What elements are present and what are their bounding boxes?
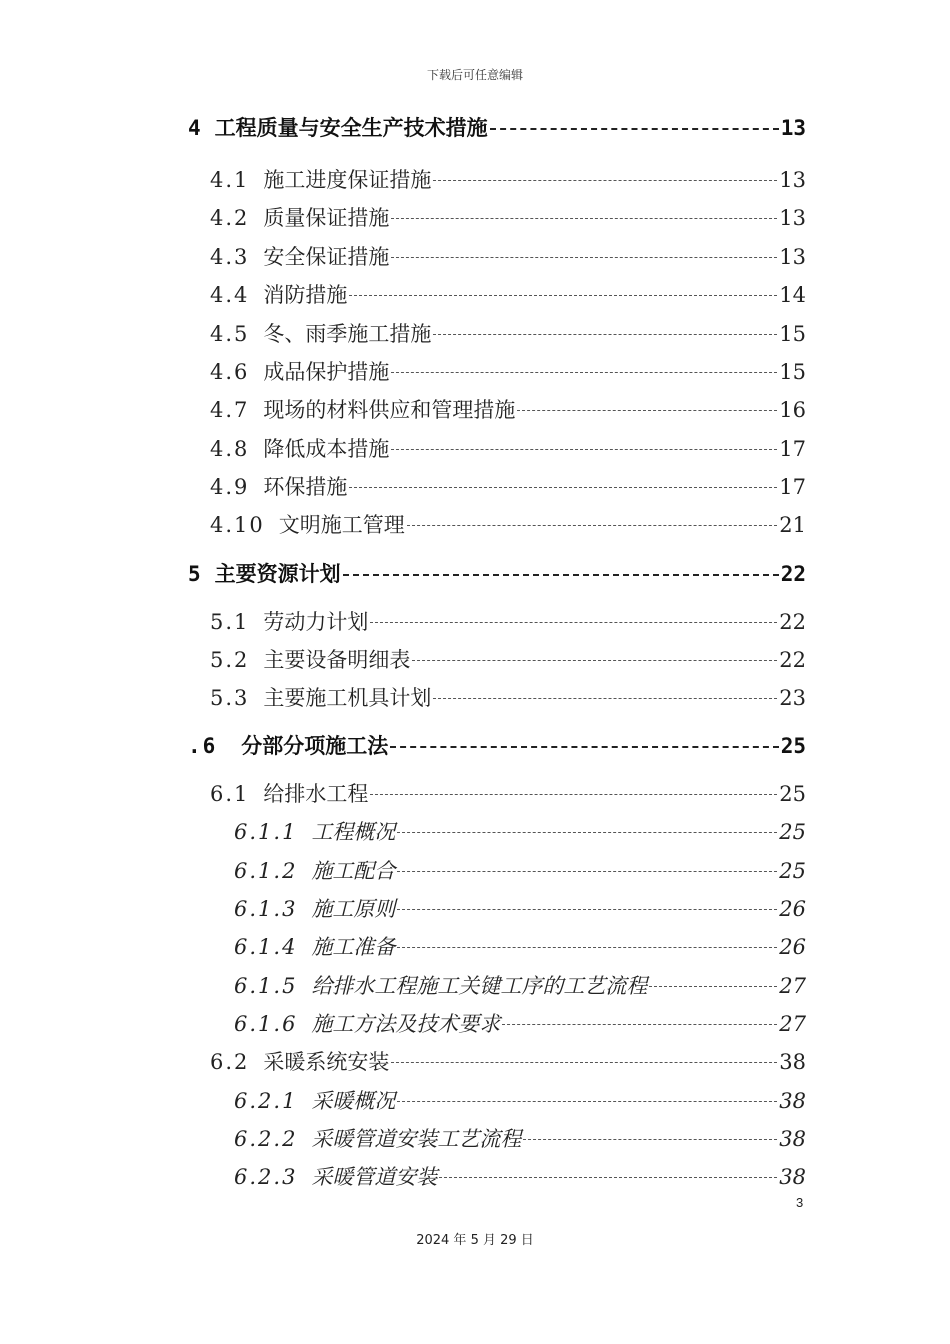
toc-entry-number: 6.1.4 <box>234 935 298 959</box>
toc-entry-title: 施工原则 <box>311 897 396 921</box>
toc-entry-number: 6.2 <box>210 1050 250 1074</box>
toc-entry-page: 13 <box>779 206 806 230</box>
toc-entry-page: 38 <box>779 1050 806 1074</box>
toc-entry[interactable] <box>210 778 806 810</box>
toc-entry-page: 15 <box>779 322 806 346</box>
toc-dot-leader <box>343 564 779 585</box>
toc-dot-leader <box>397 1091 777 1112</box>
toc-entry-page: 13 <box>779 245 806 269</box>
toc-entry[interactable] <box>210 509 806 541</box>
toc-entry-number: 4.10 <box>210 513 265 537</box>
toc-entry-title: 给排水工程 <box>263 782 369 806</box>
toc-entry-number: 4.8 <box>210 437 250 461</box>
toc-entry-title: 施工进度保证措施 <box>263 168 432 192</box>
toc-entry[interactable] <box>234 1085 806 1117</box>
toc-entry[interactable] <box>234 1161 806 1193</box>
toc-entry-page: 38 <box>779 1089 806 1113</box>
toc-dot-leader <box>523 1129 777 1150</box>
toc-dot-leader <box>490 118 779 139</box>
toc-entry-number: 4.9 <box>210 475 250 499</box>
toc-entry-title: 施工方法及技术要求 <box>311 1012 501 1036</box>
toc-entry-number: 4.4 <box>210 283 250 307</box>
toc-dot-leader <box>397 861 777 882</box>
toc-entry[interactable] <box>234 855 806 887</box>
toc-entry-page: 16 <box>779 398 806 422</box>
toc-entry-number: 4.2 <box>210 206 250 230</box>
toc-entry-number: 4 <box>188 116 203 140</box>
toc-entry-number: 6.2.2 <box>234 1127 298 1151</box>
toc-dot-leader <box>439 1167 777 1188</box>
toc-entry-title: 环保措施 <box>263 475 348 499</box>
toc-dot-leader <box>391 439 777 460</box>
toc-entry[interactable] <box>234 1008 806 1040</box>
toc-entry-page: 22 <box>779 648 806 672</box>
toc-entry[interactable] <box>188 112 806 144</box>
toc-entry-page: 13 <box>779 168 806 192</box>
toc-entry-title: 采暖概况 <box>311 1089 396 1113</box>
toc-entry-number: 4.3 <box>210 245 250 269</box>
page-number: 3 <box>796 1195 804 1210</box>
toc-entry[interactable] <box>210 394 806 426</box>
toc-dot-leader <box>391 362 777 383</box>
toc-dot-leader <box>391 247 777 268</box>
toc-entry-page: 22 <box>779 610 806 634</box>
toc-entry-page: 15 <box>779 360 806 384</box>
toc-entry-title: 工程质量与安全生产技术措施 <box>214 116 488 140</box>
toc-entry-title: 成品保护措施 <box>263 360 390 384</box>
toc-entry[interactable] <box>210 202 806 234</box>
toc-dot-leader <box>390 736 778 757</box>
toc-entry-number: 5.2 <box>210 648 250 672</box>
toc-dot-leader <box>391 1052 777 1073</box>
toc-entry-title: 工程概况 <box>311 820 396 844</box>
toc-dot-leader <box>349 285 777 306</box>
toc-dot-leader <box>397 899 777 920</box>
toc-entry[interactable] <box>210 279 806 311</box>
toc-entry[interactable] <box>210 606 806 638</box>
toc-entry[interactable] <box>234 931 806 963</box>
toc-entry-title: 主要施工机具计划 <box>263 686 432 710</box>
toc-entry-number: 6.2.3 <box>234 1165 298 1189</box>
toc-entry-page: 25 <box>779 859 806 883</box>
toc-entry-number: 6.1 <box>210 782 250 806</box>
toc-entry-page: 17 <box>779 437 806 461</box>
toc-entry-title: 安全保证措施 <box>263 245 390 269</box>
toc-entry[interactable] <box>210 318 806 350</box>
toc-dot-leader <box>502 1014 777 1035</box>
toc-dot-leader <box>433 688 777 709</box>
toc-entry-page: 14 <box>779 283 806 307</box>
toc-dot-leader <box>649 976 777 997</box>
toc-entry[interactable] <box>234 816 806 848</box>
page-header: 下载后可任意编辑 <box>426 68 523 82</box>
toc-entry[interactable] <box>210 164 806 196</box>
toc-entry[interactable] <box>210 1046 806 1078</box>
toc-entry-title: 施工准备 <box>311 935 396 959</box>
toc-dot-leader <box>412 650 777 671</box>
toc-entry[interactable] <box>188 558 806 590</box>
toc-entry-title: 冬、雨季施工措施 <box>263 322 432 346</box>
toc-entry[interactable] <box>188 730 806 762</box>
toc-dot-leader <box>349 477 777 498</box>
toc-dot-leader <box>370 784 777 805</box>
toc-entry-number: 6.1.2 <box>234 859 298 883</box>
toc-entry-page: 26 <box>779 897 806 921</box>
toc-entry[interactable] <box>234 970 806 1002</box>
toc-entry-number: 6.1.1 <box>234 820 298 844</box>
toc-entry[interactable] <box>210 356 806 388</box>
toc-dot-leader <box>391 208 777 229</box>
toc-entry-number: 4.7 <box>210 398 250 422</box>
toc-dot-leader <box>433 170 777 191</box>
toc-dot-leader <box>433 324 777 345</box>
toc-entry[interactable] <box>210 433 806 465</box>
toc-entry-title: 降低成本措施 <box>263 437 390 461</box>
toc-dot-leader <box>517 400 777 421</box>
toc-entry-page: 21 <box>779 513 806 537</box>
toc-entry[interactable] <box>210 682 806 714</box>
toc-entry[interactable] <box>234 893 806 925</box>
toc-dot-leader <box>397 937 777 958</box>
toc-entry[interactable] <box>210 644 806 676</box>
toc-entry-page: 27 <box>779 1012 806 1036</box>
toc-entry-number: 5.3 <box>210 686 250 710</box>
toc-entry-page: 13 <box>780 116 806 140</box>
toc-entry-title: 采暖管道安装工艺流程 <box>311 1127 522 1151</box>
toc-entry-title: 主要设备明细表 <box>263 648 411 672</box>
toc-dot-leader <box>370 612 777 633</box>
toc-entry-title: 主要资源计划 <box>214 562 341 586</box>
toc-entry-page: 38 <box>779 1165 806 1189</box>
toc-entry-title: 文明施工管理 <box>278 513 405 537</box>
toc-entry-number: 6.1.3 <box>234 897 298 921</box>
toc-dot-leader <box>397 822 777 843</box>
footer-date: 2024 年 5 月 29 日 <box>416 1233 534 1248</box>
toc-entry-number: .6 <box>188 734 218 758</box>
toc-entry-number: 5 <box>188 562 203 586</box>
toc-entry-number: 5.1 <box>210 610 250 634</box>
toc-entry-page: 22 <box>780 562 806 586</box>
toc-entry-title: 施工配合 <box>311 859 396 883</box>
toc-entry-number: 4.1 <box>210 168 250 192</box>
toc-entry[interactable] <box>210 471 806 503</box>
toc-entry[interactable] <box>234 1123 806 1155</box>
toc-entry-title: 给排水工程施工关键工序的工艺流程 <box>311 974 648 998</box>
toc-entry-title: 质量保证措施 <box>263 206 390 230</box>
toc-entry-page: 25 <box>780 734 806 758</box>
toc-entry-title: 现场的材料供应和管理措施 <box>263 398 516 422</box>
toc-entry-page: 25 <box>779 820 806 844</box>
toc-entry-number: 6.1.5 <box>234 974 298 998</box>
toc-entry-page: 38 <box>779 1127 806 1151</box>
toc-entry-number: 4.6 <box>210 360 250 384</box>
toc-entry-number: 4.5 <box>210 322 250 346</box>
toc-entry-page: 27 <box>779 974 806 998</box>
toc-entry-page: 26 <box>779 935 806 959</box>
toc-entry-title: 采暖系统安装 <box>263 1050 390 1074</box>
toc-entry-page: 23 <box>779 686 806 710</box>
toc-dot-leader <box>407 515 778 536</box>
toc-entry-page: 25 <box>779 782 806 806</box>
toc-entry-title: 分部分项施工法 <box>241 734 389 758</box>
toc-entry-title: 消防措施 <box>263 283 348 307</box>
toc-entry-page: 17 <box>779 475 806 499</box>
toc-entry[interactable] <box>210 241 806 273</box>
toc-entry-title: 采暖管道安装 <box>311 1165 438 1189</box>
toc-entry-number: 6.1.6 <box>234 1012 298 1036</box>
toc-entry-title: 劳动力计划 <box>263 610 369 634</box>
toc-entry-number: 6.2.1 <box>234 1089 298 1113</box>
